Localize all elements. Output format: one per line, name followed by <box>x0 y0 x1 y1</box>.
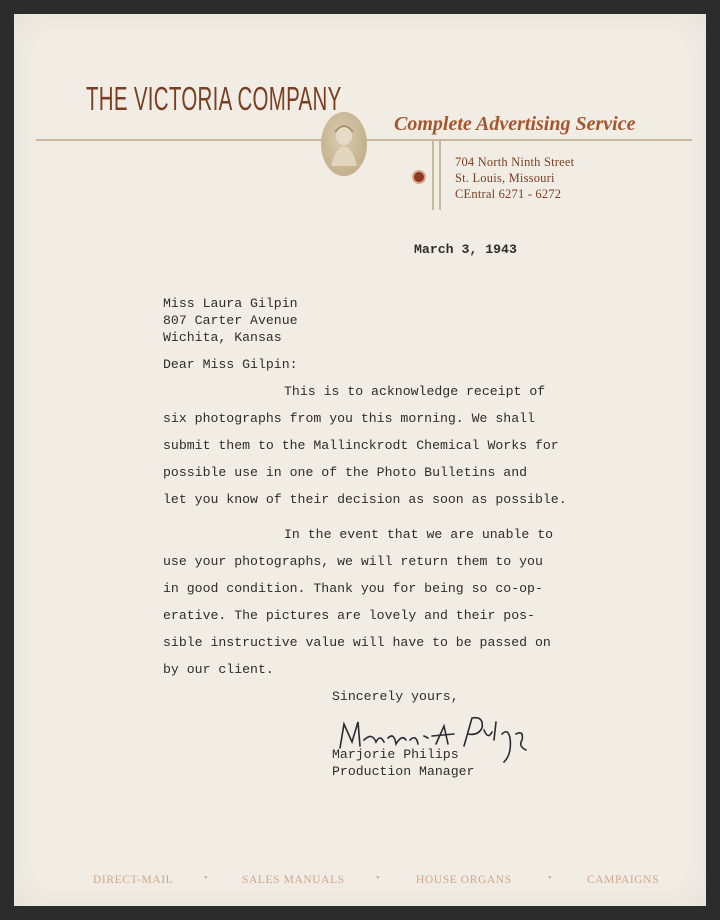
salutation: Dear Miss Gilpin: <box>163 357 298 372</box>
address-city: St. Louis, Missouri <box>455 171 555 185</box>
tagline: Complete Advertising Service <box>394 113 636 135</box>
signer-title: Production Manager <box>332 764 475 779</box>
body-line: six photographs from you this morning. We shall <box>163 411 535 426</box>
closing: Sincerely yours, <box>332 689 459 704</box>
recipient-city: Wichita, Kansas <box>163 330 282 345</box>
body-line: sible instructive value will have to be passed on <box>163 635 551 650</box>
footer-separator: • <box>204 873 208 884</box>
company-name: THE VICTORIA COMPANY <box>86 80 342 117</box>
footer-separator: • <box>548 873 552 884</box>
recipient-street: 807 Carter Avenue <box>163 313 298 328</box>
footer-item-direct-mail: DIRECT-MAIL <box>93 874 174 886</box>
figure-emblem-icon <box>321 112 367 176</box>
footer-item-campaigns: CAMPAIGNS <box>587 874 660 886</box>
body-line: use your photographs, we will return them to you <box>163 554 543 569</box>
footer-item-house-organs: HOUSE ORGANS <box>416 874 512 886</box>
body-line: let you know of their decision as soon as possible. <box>163 492 567 507</box>
body-line: in good condition. Thank you for being so co-op- <box>163 581 543 596</box>
body-line: In the event that we are unable to <box>284 527 554 542</box>
address-bullet-icon <box>414 172 424 182</box>
address-street: 704 North Ninth Street <box>455 155 575 169</box>
signer-name: Marjorie Philips <box>332 747 459 762</box>
body-line: This is to acknowledge receipt of <box>284 384 546 399</box>
body-line: by our client. <box>163 662 274 677</box>
footer-separator: • <box>376 873 380 884</box>
address-phone: CEntral 6271 - 6272 <box>455 187 562 201</box>
letter-date: March 3, 1943 <box>414 242 517 257</box>
company-logo-medallion <box>321 112 367 176</box>
body-line: possible use in one of the Photo Bulletins and <box>163 465 528 480</box>
body-line: erative. The pictures are lovely and their pos- <box>163 608 535 623</box>
recipient-name: Miss Laura Gilpin <box>163 296 298 311</box>
footer-item-sales-manuals: SALES MANUALS <box>242 874 345 886</box>
letterhead-vertical-rule <box>439 140 441 210</box>
body-line: submit them to the Mallinckrodt Chemical Works for <box>163 438 559 453</box>
letterhead-vertical-rule <box>432 140 434 210</box>
letter-page <box>14 14 706 906</box>
